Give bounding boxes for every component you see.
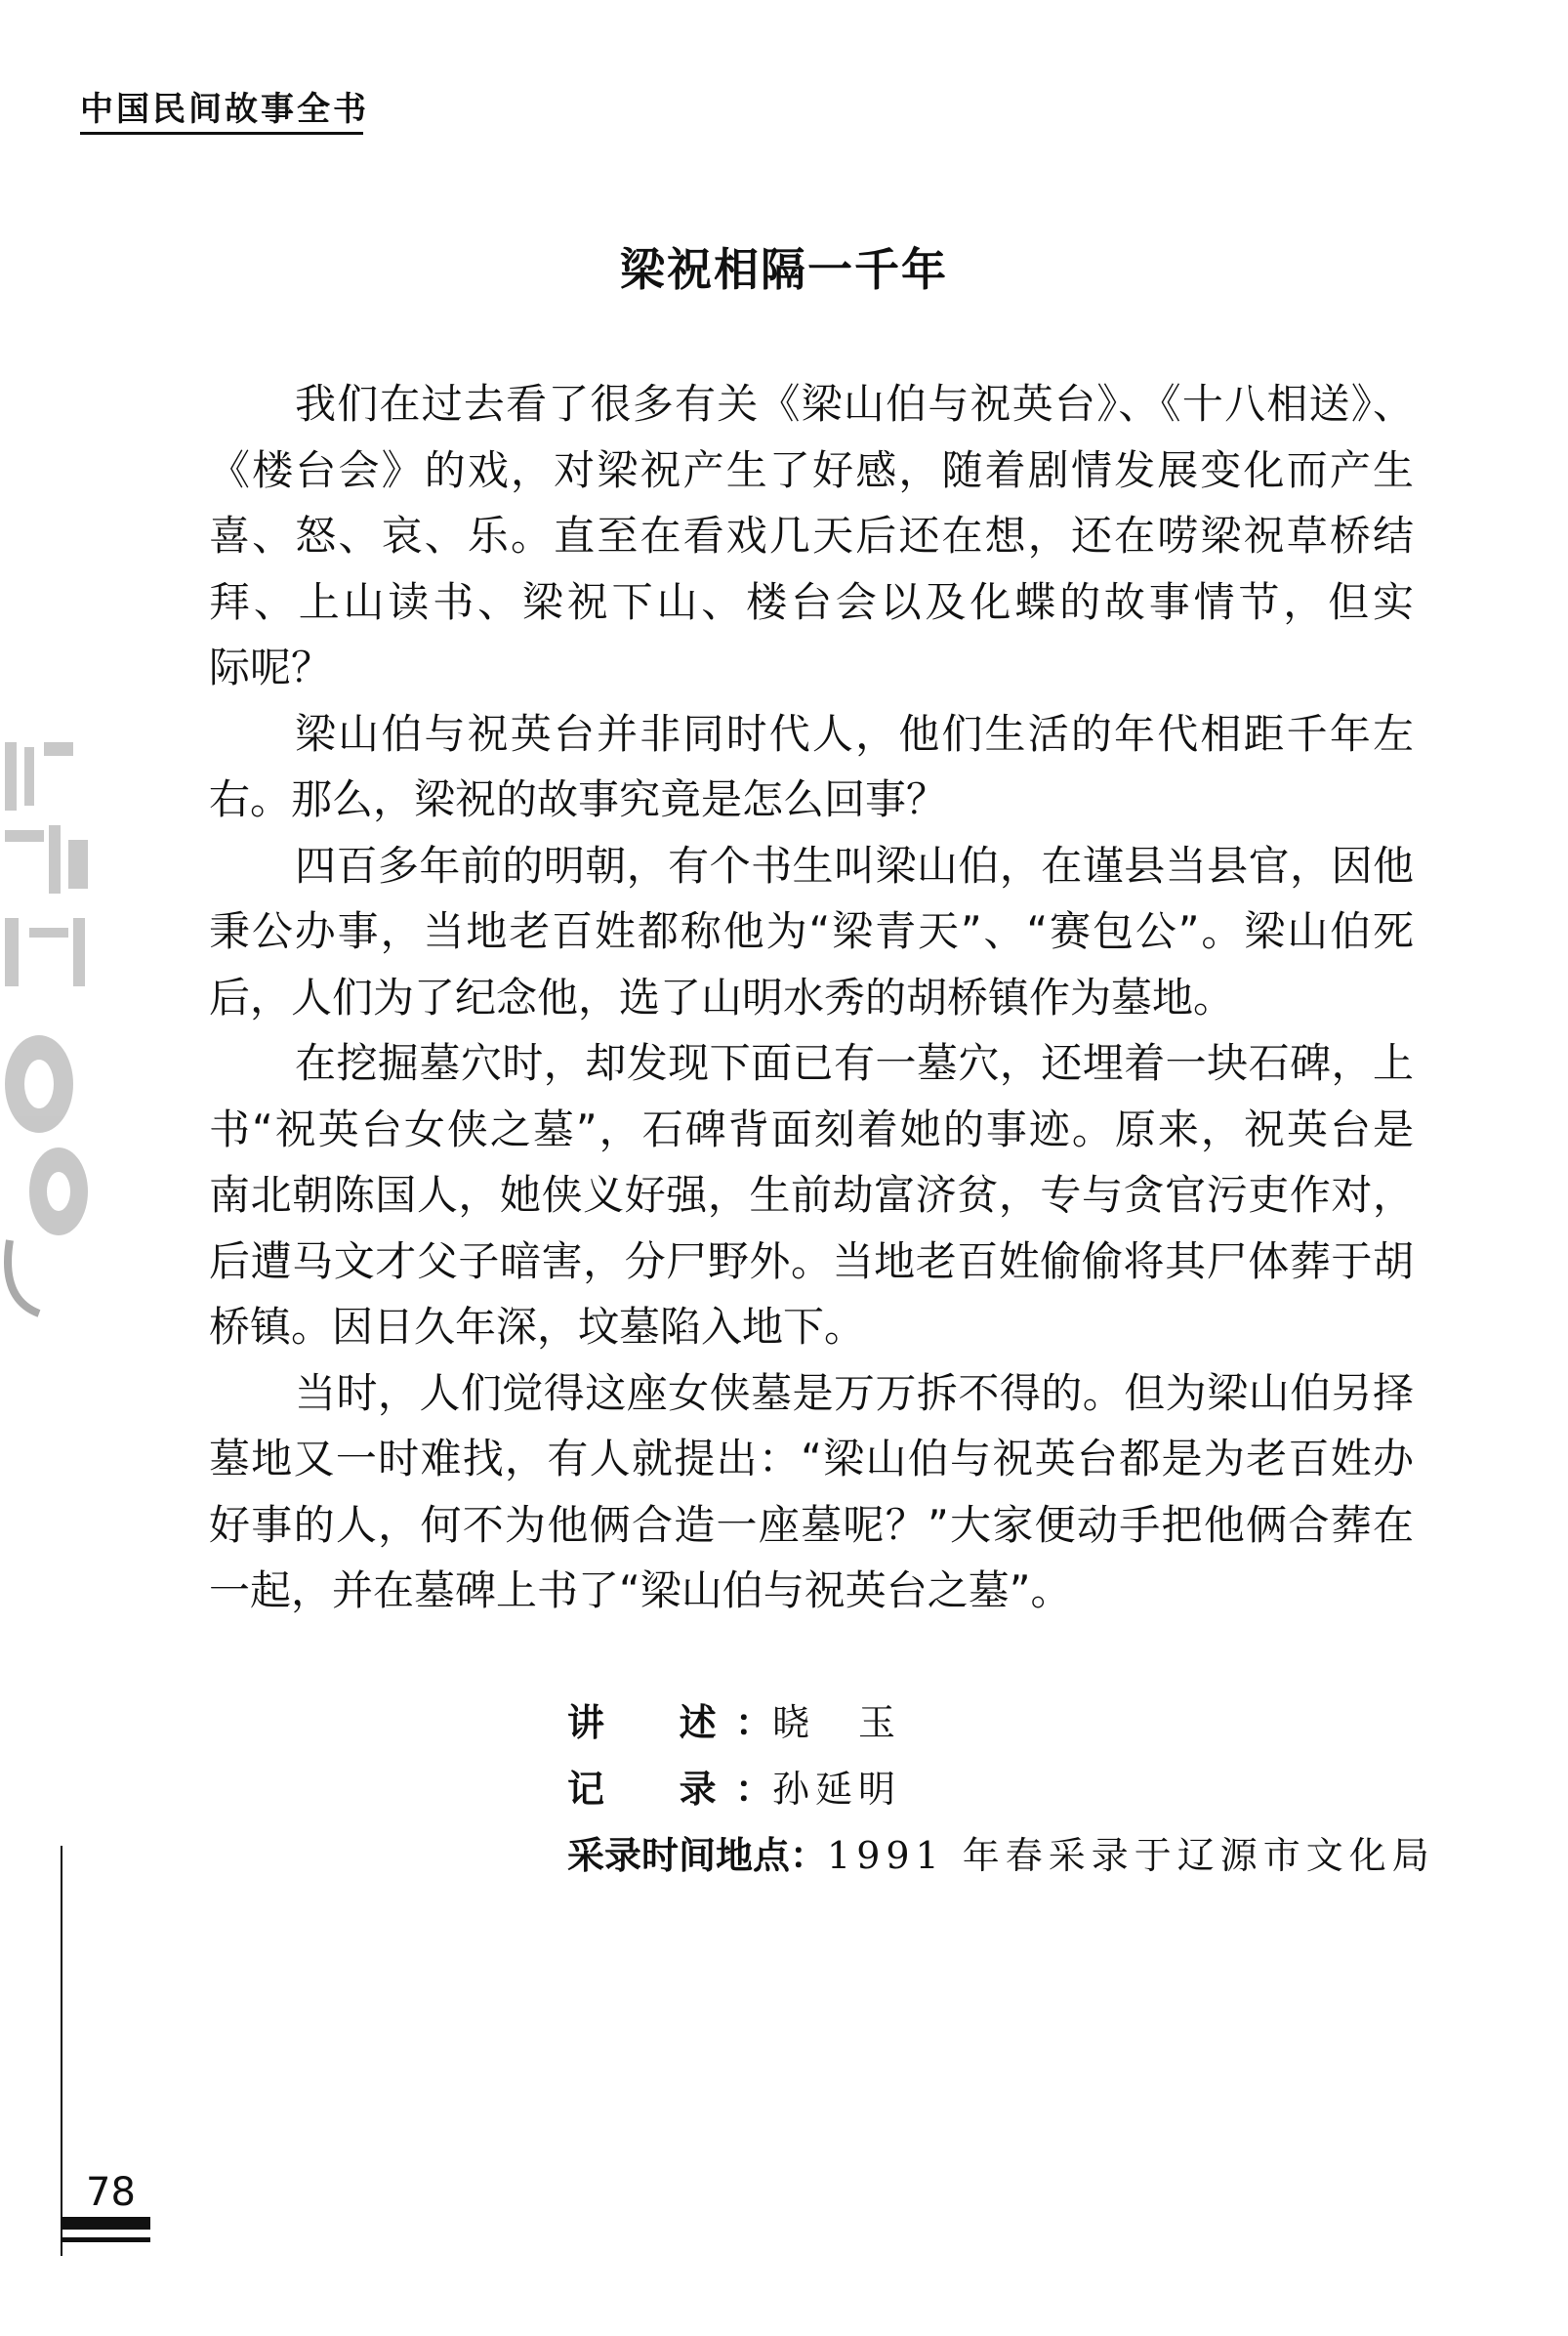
paragraph-line: 好事的人，何不为他俩合造一座墓呢？”大家便动手把他俩合葬在 [209,1500,1414,1549]
footer-rule-thick [61,2217,150,2230]
footer-rule-thin [61,2237,150,2242]
paragraph-line: 右。那么，梁祝的故事究竟是怎么回事？ [209,775,948,823]
story-title: 梁祝相隔一千年 [620,243,948,296]
paragraph-line: 拜、上山读书、梁祝下山、楼台会以及化蝶的故事情节，但实 [209,577,1414,626]
paragraph-line: 四百多年前的明朝，有个书生叫梁山伯，在谨县当县官，因他 [295,841,1414,890]
credit-label: 记 录： [567,1768,772,1811]
paragraph-line: 梁山伯与祝英台并非同时代人，他们生活的年代相距千年左 [295,709,1414,758]
credit-value: 孙延明 [772,1768,902,1811]
paragraph-line: 当时，人们觉得这座女侠墓是万万拆不得的。但为梁山伯另择 [295,1368,1414,1417]
story-body [209,371,1414,1624]
credit-label: 讲 述： [567,1701,772,1744]
page-number: 78 [86,2170,136,2215]
paragraph-line: 我们在过去看了很多有关《梁山伯与祝英台》、《十八相送》、 [295,380,1414,428]
credit-narrator [567,1689,1435,1756]
paragraph-line: 《楼台会》的戏，对梁祝产生了好感，随着剧情发展变化而产生 [209,445,1414,494]
credit-value: 晓 玉 [772,1701,902,1744]
paragraph-line: 在挖掘墓穴时，却发现下面已有一墓穴，还埋着一块石碑，上 [295,1039,1414,1087]
paragraph-line: 南北朝陈国人，她侠义好强，生前劫富济贫，专与贪官污吏作对， [209,1171,1414,1219]
credit-time-place [567,1822,1435,1889]
paragraph-line: 后遭马文才父子暗害，分尸野外。当地老百姓偷偷将其尸体葬于胡 [209,1236,1414,1285]
credit-value: 1991 年春采录于辽源市文化局 [827,1834,1435,1877]
credits [567,1689,1435,1889]
paragraph-line: 际呢？ [209,644,333,691]
credit-recorder [567,1756,1435,1822]
paragraph-line: 墓地又一时难找，有人就提出：“梁山伯与祝英台都是为老百姓办 [209,1435,1414,1482]
paragraph-line: 喜、怒、哀、乐。直至在看戏几天后还在想，还在唠梁祝草桥结 [209,512,1414,560]
credit-label: 采录时间地点： [567,1834,828,1877]
paragraph-line: 一起，并在墓碑上书了“梁山伯与祝英台之墓”。 [209,1566,1072,1614]
running-header-book-title: 中国民间故事全书 [80,82,363,135]
paragraph-line: 桥镇。因日久年深，坟墓陷入地下。 [209,1303,866,1351]
decorative-side-ornament [0,732,98,1318]
paragraph-line: 秉公办事，当地老百姓都称他为“梁青天”、“赛包公”。梁山伯死 [209,907,1414,955]
paragraph-line: 书“祝英台女侠之墓”，石碑背面刻着她的事迹。原来，祝英台是 [209,1105,1414,1153]
paragraph-line: 后，人们为了纪念他，选了山明水秀的胡桥镇作为墓地。 [209,973,1235,1022]
margin-rule [61,1846,62,2256]
